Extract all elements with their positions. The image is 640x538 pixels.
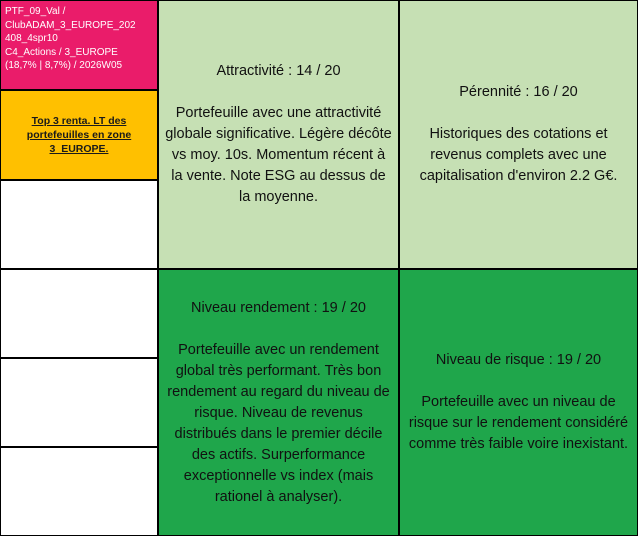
title-line: PTF_09_Val / [5, 6, 66, 17]
title-line: (18,7% | 8,7%) / 2026W05 [5, 60, 123, 71]
perennite-score: Pérennité : 16 / 20 [459, 84, 578, 100]
empty-cell[interactable] [0, 269, 158, 358]
perennite-description: Historiques des cotations et revenus complets avec une capitalisation d'environ 2.2 G€. [419, 126, 618, 184]
empty-cell[interactable] [0, 447, 158, 536]
attractivite-panel[interactable] [158, 0, 399, 269]
perennite-panel[interactable] [399, 0, 638, 269]
title-line: ClubADAM_3_EUROPE_202 [5, 19, 136, 31]
rendement-description: Portefeuille avec un rendement global très performant. Très bon rendement au regard du niveau de risque. Niveau de revenus distribués dans le premier décile des actifs. Surperformance exceptionnelle vs index (mais rationel à analyser). [167, 341, 390, 505]
title-line: C4_Actions / 3_EUROPE [5, 46, 118, 58]
ranking-note-text: Top 3 renta. LT des portefeuilles en zone 3_EUROPE. [26, 115, 132, 155]
risque-score: Niveau de risque : 19 / 20 [435, 352, 602, 368]
attractivite-score: Attractivité : 14 / 20 [216, 63, 341, 79]
ranking-note-cell[interactable] [0, 90, 158, 180]
title-line: 408_4spr10 [5, 33, 58, 44]
empty-cell[interactable] [0, 358, 158, 447]
risque-description: Portefeuille avec un niveau de risque sur le rendement considéré comme très faible voire inexistant. [408, 394, 629, 452]
rendement-score: Niveau rendement : 19 / 20 [191, 299, 366, 316]
rendement-panel[interactable] [158, 269, 399, 536]
portfolio-title-cell[interactable] [0, 0, 158, 90]
empty-cell[interactable] [0, 180, 158, 269]
risque-panel[interactable] [399, 269, 638, 536]
attractivite-description: Portefeuille avec une attractivité globale significative. Légère décôte vs moy. 10s. Momentum récent à la vente. Note ESG au dessus de la moyenne. [165, 105, 392, 205]
